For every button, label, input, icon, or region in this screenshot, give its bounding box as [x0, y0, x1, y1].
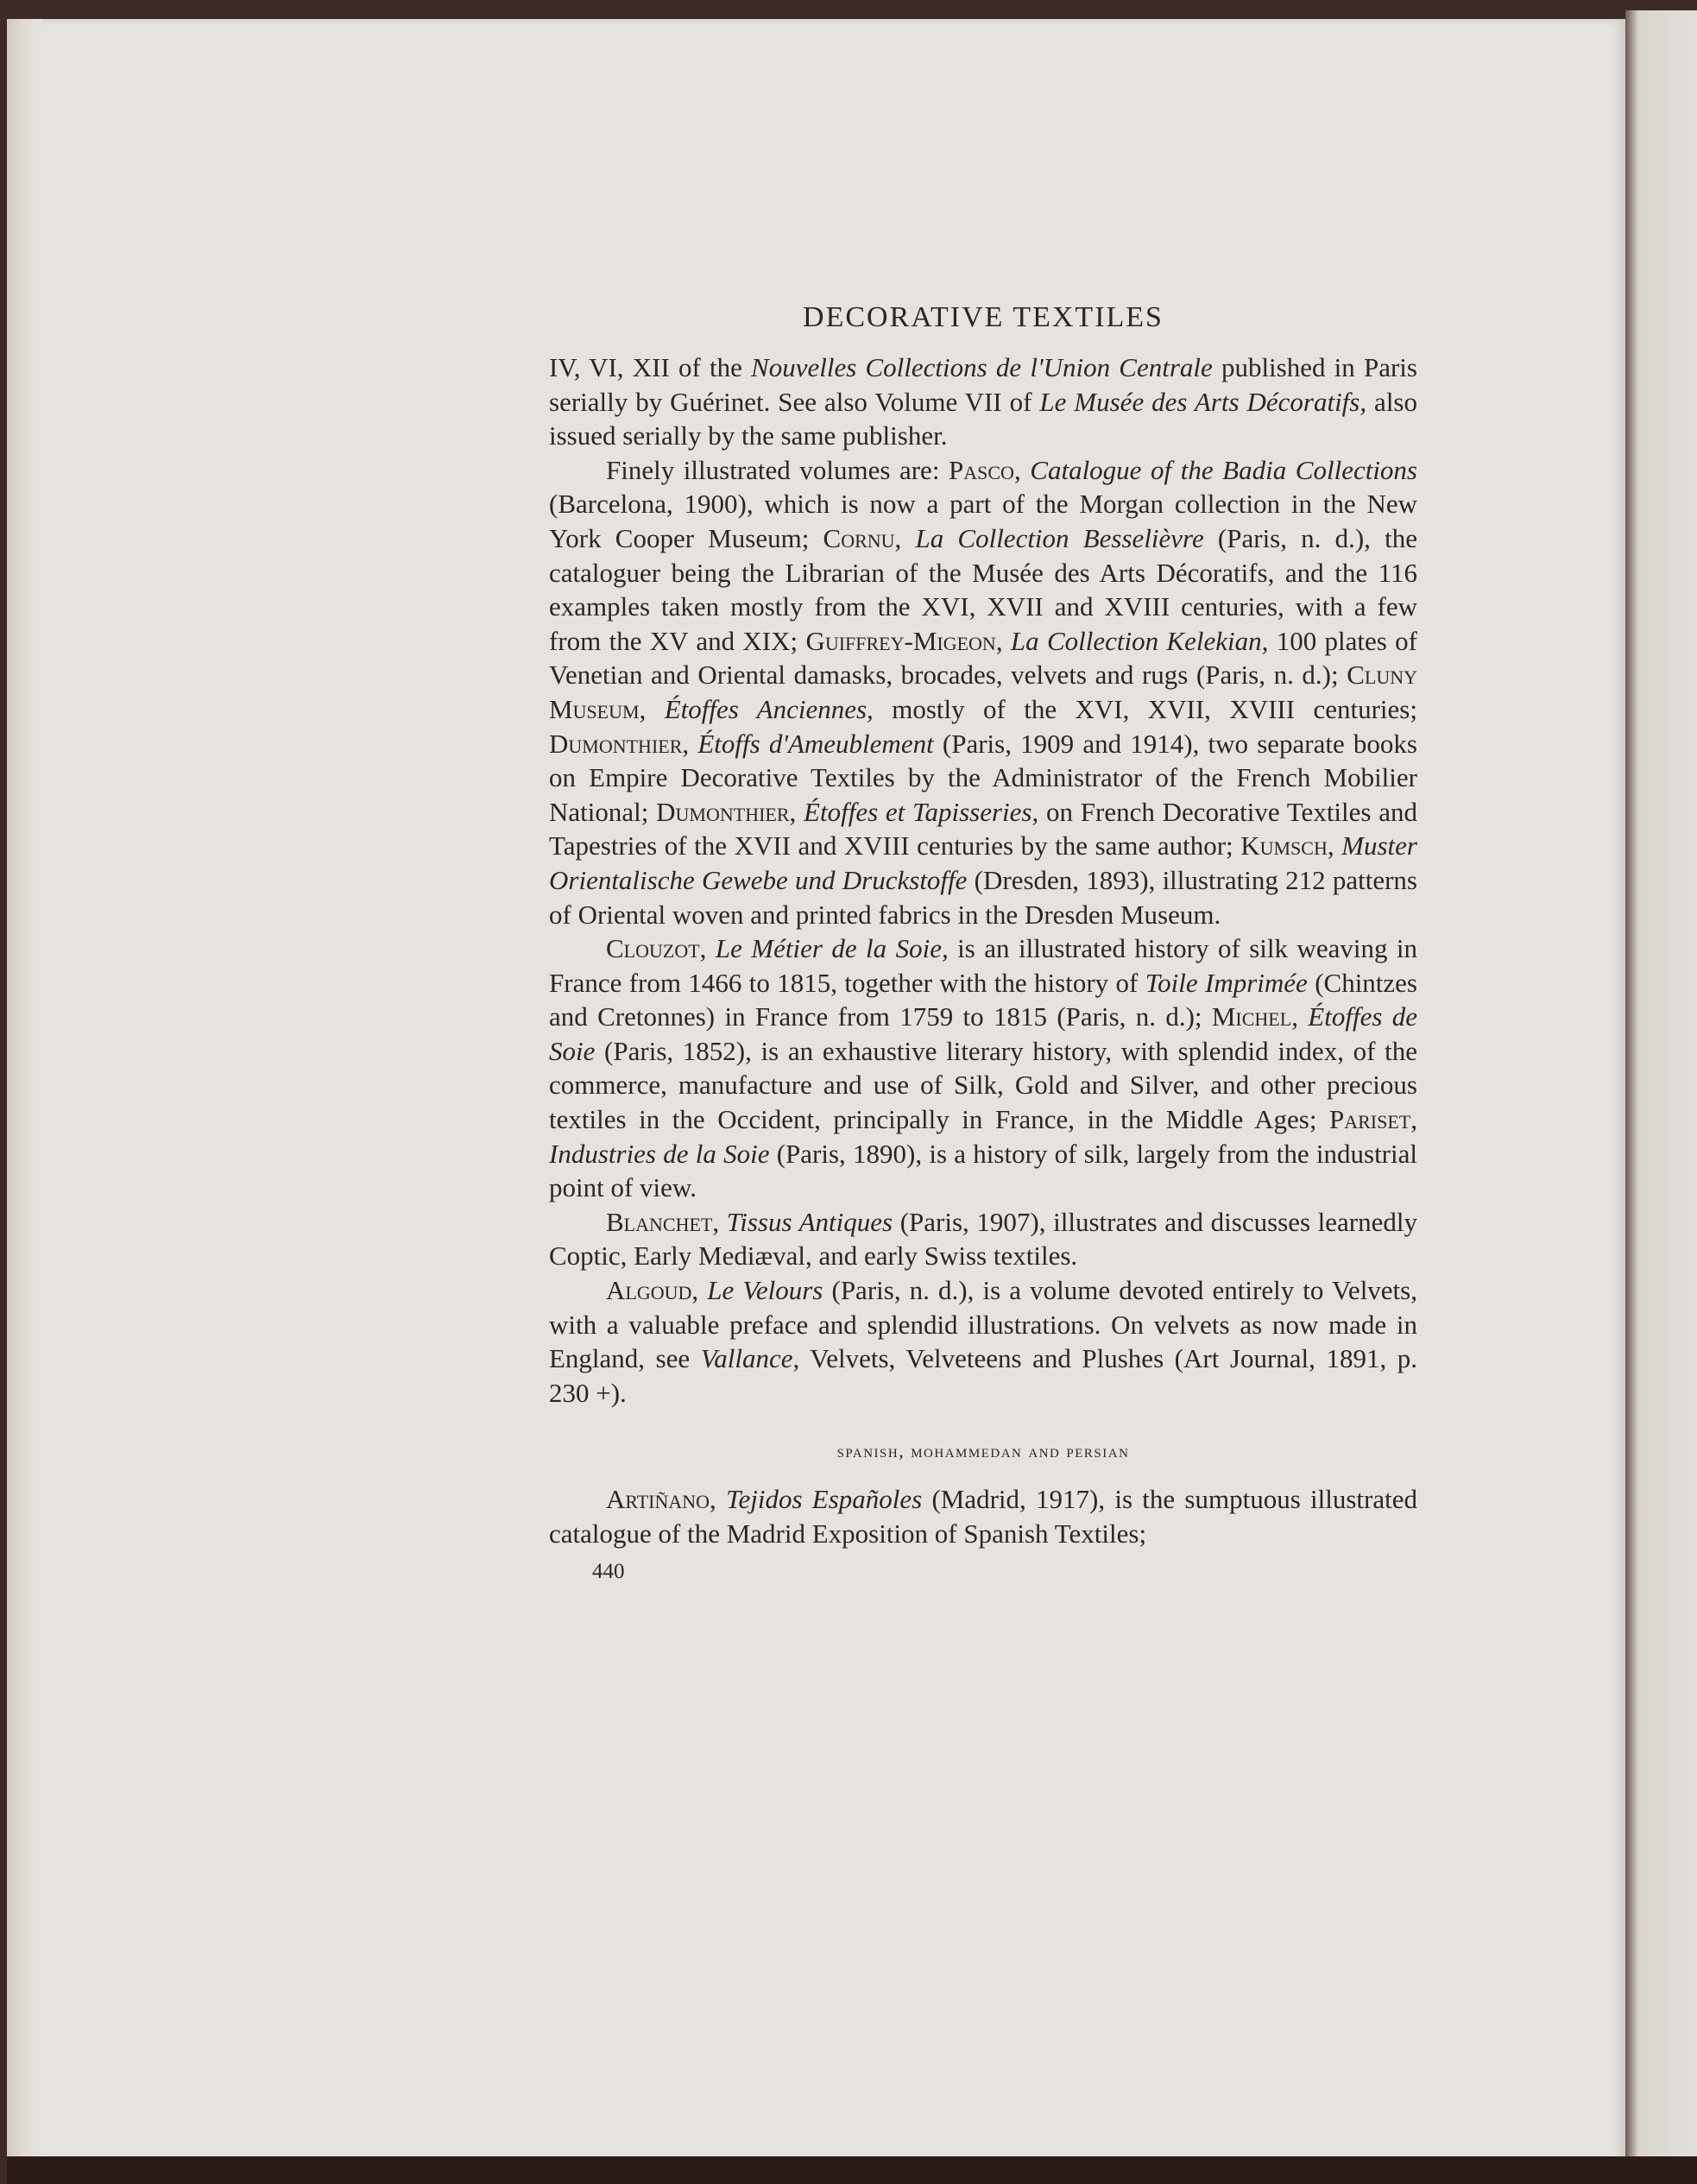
author-name: Michel,	[1211, 1001, 1298, 1032]
italic-title: Étoffes de Soie	[549, 1001, 1417, 1066]
text-run: Finely illustrated volumes are:	[606, 454, 949, 485]
paragraph	[549, 1205, 1417, 1273]
italic-title: Vallance,	[700, 1343, 800, 1374]
italic-title: Tissus Antiques	[719, 1206, 893, 1237]
page-bottom-edge	[7, 2156, 1697, 2184]
author-name: Pariset,	[1329, 1104, 1417, 1135]
paragraph	[549, 453, 1417, 931]
page-gutter	[7, 19, 43, 2175]
next-page-edge	[1625, 10, 1697, 2175]
italic-title: Catalogue of the Badia Collections	[1020, 454, 1417, 485]
paragraph	[549, 350, 1417, 453]
text-run: (Dresden, 1893), illustrating 212 patterns of Oriental woven and printed fabrics in the Dresden Museum.	[549, 864, 1417, 930]
italic-title: Étoffs d'Ameublement	[689, 728, 934, 759]
page-number: 440	[592, 1559, 625, 1583]
italic-title: La Collection Besselièvre	[901, 522, 1204, 553]
text-run: (Paris, 1890), is a history of silk, largely from the industrial point of view.	[549, 1138, 1417, 1203]
italic-title: Tejidos Españoles	[716, 1484, 923, 1515]
paragraph	[549, 1273, 1417, 1410]
text-run: IV, VI, XII of the	[549, 352, 752, 382]
italic-title: Toile Imprimée	[1145, 967, 1308, 998]
italic-title: Muster Orientalische Gewebe und Druckstoffe	[549, 830, 1417, 895]
author-name: Dumonthier,	[549, 728, 690, 759]
text-run: (Chintzes and Cretonnes) in France from 1759 to 1815 (Paris, n. d.);	[549, 967, 1417, 1032]
italic-title: Industries de la Soie	[549, 1138, 770, 1169]
text-run: mostly of the XVI, XVII, XVIII centuries;	[873, 693, 1417, 724]
running-head: DECORATIVE TEXTILES	[803, 301, 1164, 333]
paragraph	[549, 1482, 1417, 1550]
text-run: (Madrid, 1917), is the sumptuous illustrated catalogue of the Madrid Exposition of Spanish Textiles;	[549, 1484, 1417, 1549]
italic-title: Étoffes Anciennes,	[646, 693, 874, 724]
text-block	[549, 295, 1417, 1588]
italic-title: La Collection Kelekian,	[1002, 625, 1269, 656]
italic-title: Le Musée des Arts Décoratifs,	[1039, 386, 1367, 417]
author-name: Artiñano,	[606, 1484, 716, 1515]
section-heading: spanish, mohammedan and persian	[836, 1440, 1130, 1462]
paragraph	[549, 931, 1417, 1205]
text-run: (Paris, 1907), illustrates and discusses learnedly Coptic, Early Mediæval, and early Swiss textiles.	[549, 1206, 1418, 1272]
text-run: (Paris, n. d.), is a volume devoted entirely to Velvets, with a valuable preface and splendid illustrations. On velvets as now made in England, see	[549, 1275, 1417, 1374]
italic-title: Le Métier de la Soie,	[706, 933, 949, 964]
author-name: Clouzot,	[606, 933, 707, 964]
italic-title: Nouvelles Collections de l'Union Centrale	[751, 352, 1213, 382]
author-name: Pasco,	[949, 454, 1021, 485]
text-run: also issued serially by the same publisher.	[549, 386, 1417, 451]
author-name: Cluny Museum,	[549, 660, 1417, 724]
text-run: (Barcelona, 1900), which is now a part of the Morgan collection in the New York Cooper Museum;	[549, 489, 1417, 553]
text-run: is an illustrated history of silk weaving in France from 1466 to 1815, together with the history of	[549, 933, 1417, 998]
italic-title: Étoffes et Tapisseries,	[796, 796, 1039, 827]
author-name: Blanchet,	[606, 1206, 720, 1237]
text-run: (Paris, 1909 and 1914), two separate books on Empire Decorative Textiles by the Administrator of the French Mobilier National;	[549, 728, 1417, 827]
italic-title: Le Velours	[698, 1275, 823, 1306]
text-run: (Paris, n. d.), the cataloguer being the Librarian of the Musée des Arts Décoratifs, and the 116 examples taken mostly from the XVI, XVII and XVIII centuries, with a few from the XV and XIX;	[549, 522, 1417, 656]
author-name: Kumsch,	[1240, 830, 1334, 862]
text-run: on French Decorative Textiles and Tapestries of the XVII and XVIII centuries by the same author;	[549, 796, 1418, 862]
body-text	[549, 350, 1417, 1410]
text-run: Velvets, Velveteens and Plushes (Art Journal, 1891, p. 230 +).	[549, 1343, 1417, 1408]
text-run: published in Paris serially by Guérinet. See also Volume VII of	[549, 352, 1417, 417]
final-paragraph-container	[549, 1482, 1417, 1550]
author-name: Algoud,	[606, 1275, 699, 1306]
author-name: Guiffrey-Migeon,	[805, 625, 1003, 656]
author-name: Dumonthier,	[656, 796, 797, 827]
text-run: (Paris, 1852), is an exhaustive literary history, with splendid index, of the commerce, manufacture and use of Silk, Gold and Silver, and other precious textiles in the Occident, principally in France, in the Middle Ages;	[549, 1035, 1417, 1135]
text-run: 100 plates of Venetian and Oriental damasks, brocades, velvets and rugs (Paris, n. d.);	[549, 625, 1417, 691]
author-name: Cornu,	[823, 522, 902, 553]
